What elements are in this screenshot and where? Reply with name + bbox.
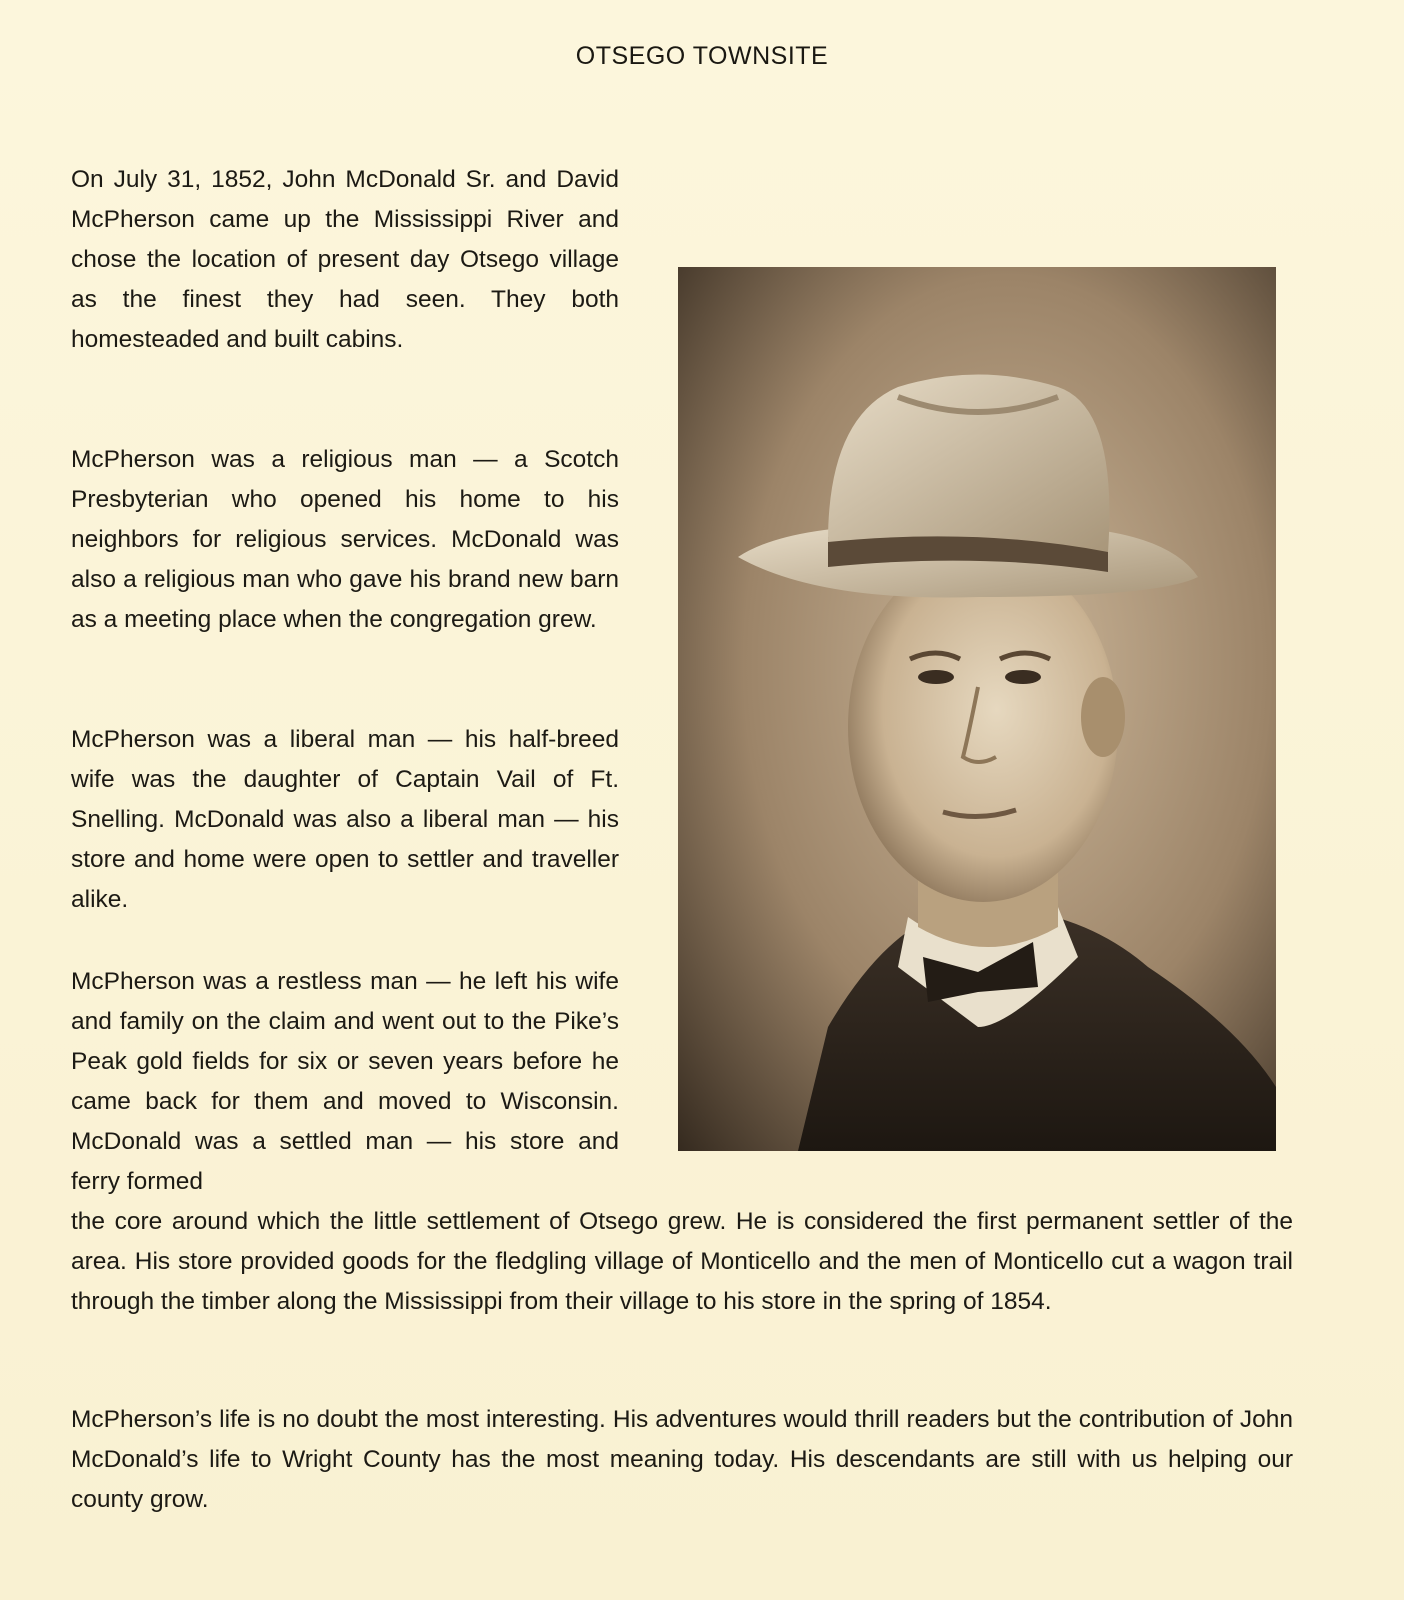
ear-shape: [1081, 677, 1125, 757]
paragraph-4-continuation: the core around which the little settlement of Otsego grew. He is considered the first permanent settler of the area. His store provided goods for the fledgling village of Monticello and the men of Monticello cut a wagon trail through the timber along the Mississippi from their village to his store in the spring of 1854.: [71, 1208, 1293, 1315]
right-eye: [1005, 670, 1041, 684]
portrait-illustration: [678, 267, 1276, 1151]
paragraph-3: McPherson was a liberal man — his half-breed wife was the daughter of Captain Vail of Ft. Snelling. McDonald was also a liberal man — his store and home were open to settler and traveller alike.: [71, 726, 619, 913]
page-title: OTSEGO TOWNSITE: [575, 42, 829, 70]
left-eye: [918, 670, 954, 684]
paragraph-2: McPherson was a religious man — a Scotch Presbyterian who opened his home to his neighbors for religious services. McDonald was also a religious man who gave his brand new barn as a meeting place when the congregation grew.: [71, 446, 619, 633]
portrait-photo: [678, 267, 1276, 1151]
face-shape: [848, 552, 1118, 902]
paragraph-1: On July 31, 1852, John McDonald Sr. and David McPherson came up the Mississippi River and chose the location of present day Otsego village as the finest they had seen. They both homesteaded and built cabins.: [71, 166, 619, 353]
paragraph-5: McPherson’s life is no doubt the most interesting. His adventures would thrill readers but the contribution of John McDonald’s life to Wright County has the most meaning today. His descendants are still with us helping our county grow.: [71, 1406, 1293, 1513]
paragraph-4-column: McPherson was a restless man — he left his wife and family on the claim and went out to the Pike’s Peak gold fields for six or seven years before he came back for them and moved to Wisconsin. McDonald was a settled man — his store and ferry formed: [71, 968, 619, 1195]
